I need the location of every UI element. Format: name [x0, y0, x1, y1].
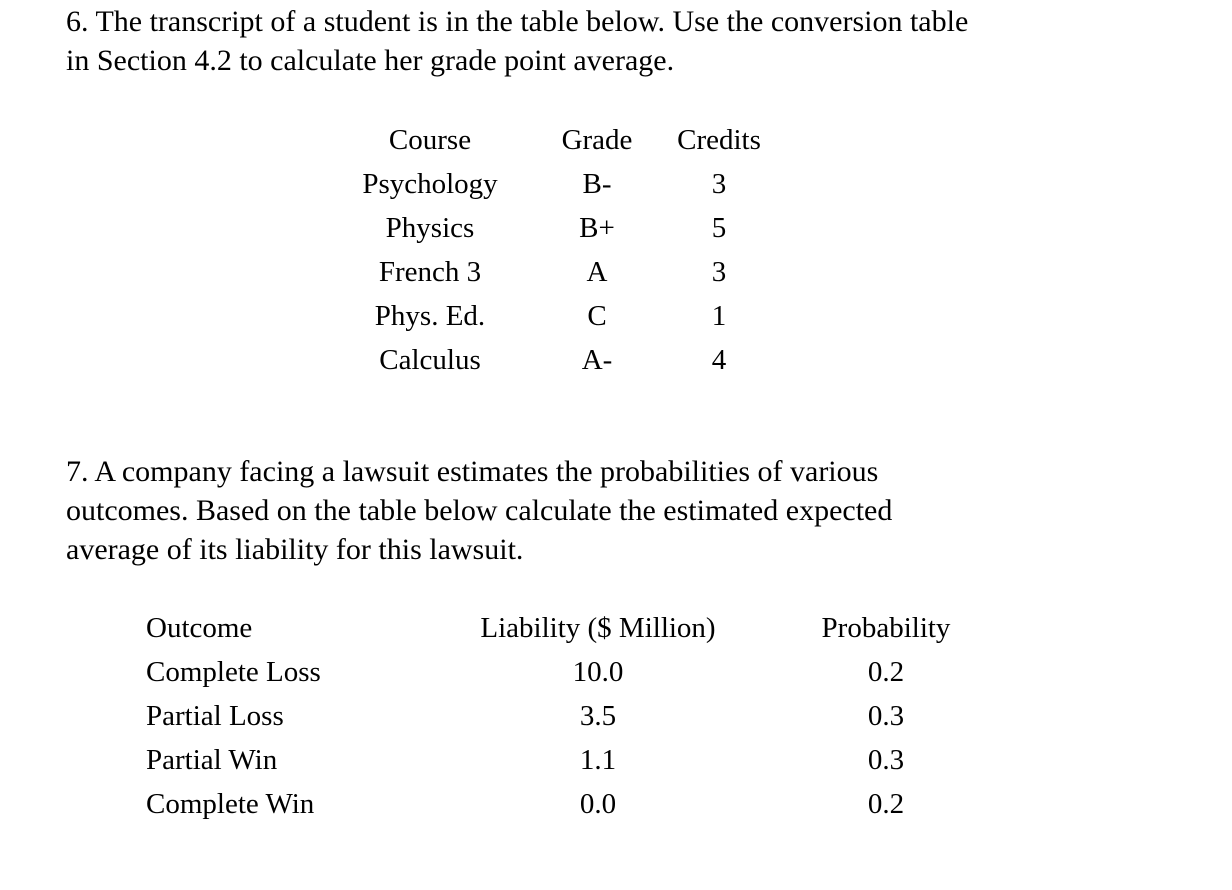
- column-header-credits: Credits: [677, 123, 761, 156]
- table-row: [146, 738, 986, 782]
- grade-cell: A-: [581, 343, 613, 376]
- table-header-row: [146, 606, 986, 650]
- credits-cell: 4: [711, 343, 727, 376]
- liability-cell: 0.0: [579, 787, 617, 820]
- probability-cell: 0.3: [867, 699, 905, 732]
- table-header-row: [330, 118, 774, 162]
- column-header-liability: Liability ($ Million): [480, 611, 716, 644]
- outcome-cell: Partial Win: [146, 743, 278, 776]
- question-7-text: [66, 452, 892, 569]
- credits-cell: 3: [711, 167, 727, 200]
- grade-cell: B-: [582, 167, 612, 200]
- grade-cell: C: [587, 299, 607, 332]
- table-row: [146, 694, 986, 738]
- table-row: [330, 206, 774, 250]
- question-7-line: outcomes. Based on the table below calculate the estimated expected: [66, 494, 893, 527]
- course-cell: Calculus: [379, 343, 481, 376]
- liability-cell: 10.0: [572, 655, 624, 688]
- column-header-outcome: Outcome: [146, 611, 253, 644]
- column-header-course: Course: [388, 123, 472, 156]
- table-row: [330, 294, 774, 338]
- credits-cell: 1: [711, 299, 727, 332]
- table-row: [146, 782, 986, 826]
- outcome-cell: Complete Win: [146, 787, 315, 820]
- column-header-probability: Probability: [821, 611, 951, 644]
- course-cell: Physics: [385, 211, 475, 244]
- probability-cell: 0.3: [867, 743, 905, 776]
- outcome-cell: Partial Loss: [146, 699, 284, 732]
- table-row: [330, 250, 774, 294]
- table-row: [146, 650, 986, 694]
- probability-cell: 0.2: [867, 655, 905, 688]
- question-6-line: 6. The transcript of a student is in the table below. Use the conversion table: [66, 5, 969, 38]
- course-cell: Phys. Ed.: [374, 299, 486, 332]
- liability-cell: 1.1: [579, 743, 617, 776]
- credits-cell: 3: [711, 255, 727, 288]
- question-7-line: average of its liability for this lawsuit.: [66, 533, 524, 566]
- column-header-grade: Grade: [561, 123, 633, 156]
- grade-cell: A: [586, 255, 608, 288]
- liability-cell: 3.5: [579, 699, 617, 732]
- transcript-table: [330, 118, 774, 382]
- outcome-cell: Complete Loss: [146, 655, 321, 688]
- grade-cell: B+: [579, 211, 615, 244]
- probability-cell: 0.2: [867, 787, 905, 820]
- lawsuit-table: [146, 606, 986, 826]
- table-row: [330, 162, 774, 206]
- table-row: [330, 338, 774, 382]
- credits-cell: 5: [711, 211, 727, 244]
- course-cell: French 3: [378, 255, 482, 288]
- question-6-line: in Section 4.2 to calculate her grade point average.: [66, 44, 675, 77]
- course-cell: Psychology: [362, 167, 498, 200]
- question-7-line: 7. A company facing a lawsuit estimates the probabilities of various: [66, 455, 879, 488]
- question-6-text: [66, 2, 968, 80]
